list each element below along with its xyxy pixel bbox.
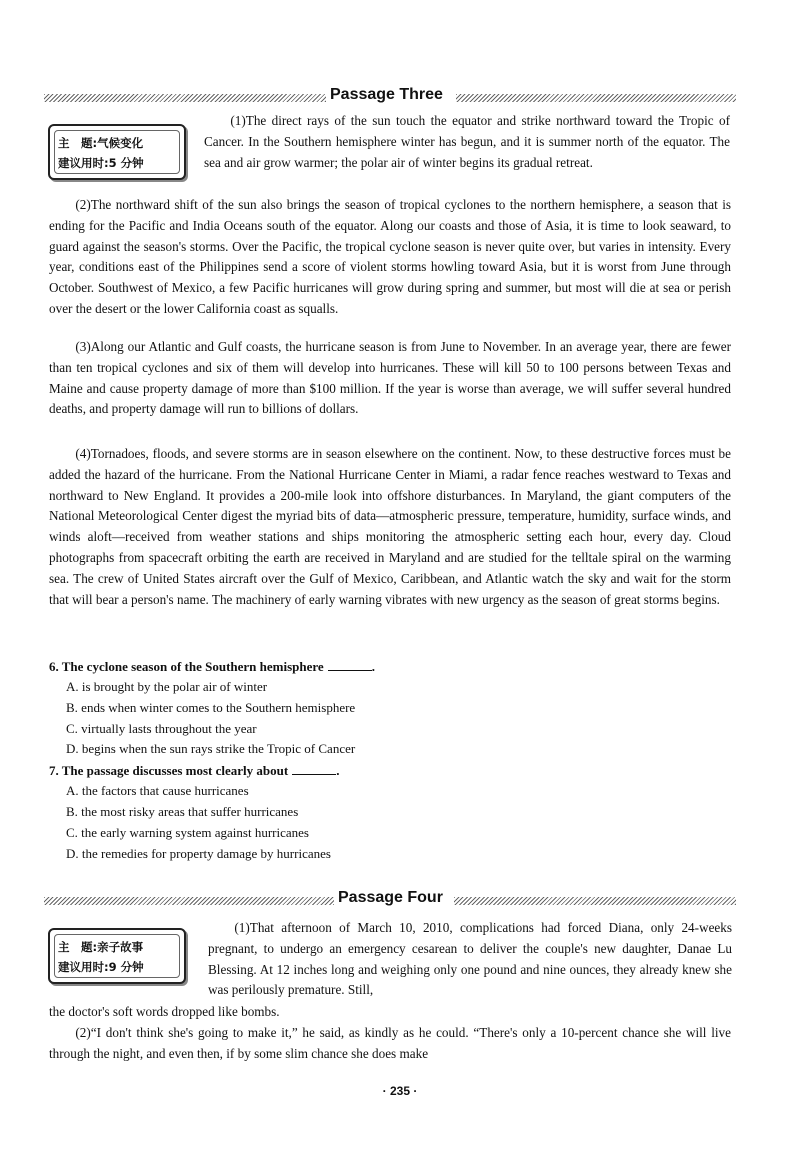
question-7 — [49, 762, 339, 779]
passage-three-header — [44, 86, 736, 108]
passage-four-paragraph-1: (1)That afternoon of March 10, 2010, complications had forced Diana, only 24-weeks pregnant, to undergo an emergency cesarean to deliver the couple's new daughter, Danae Lu Blessing. At 12 inches long and weighing only one pound and nine ounces, they already knew she was perilously premature. Still, — [208, 920, 732, 998]
passage-four-paragraph-2: (2)“I don't think she's going to make it,” he said, as kindly as he could. “There's only a 10-percent chance she will live through the night, and even then, if by some slim chance she does make — [49, 1025, 731, 1061]
passage-three-info-box — [48, 124, 186, 180]
passage-three-paragraph-3: (3)Along our Atlantic and Gulf coasts, the hurricane season is from June to November. In an average year, there are fewer than ten tropical cyclones and six of them will develop into hurricanes. These will kill 50 to 100 persons between Texas and Maine and cause property damage of more than $100 million. If the year is worse than average, we will suffer several hundred deaths, and property damage will run to billions of dollars. — [49, 339, 731, 417]
hatch-divider-left — [44, 897, 334, 905]
hatch-divider-right — [456, 94, 736, 102]
passage-three-paragraph-1: (1)The direct rays of the sun touch the equator and strike northward toward the Tropic of Cancer. In the Southern hemisphere winter has begun, and it is summer north of the equator. The sea and air grow warmer; the polar air of winter begins its gradual retreat. — [204, 113, 730, 170]
question-6 — [49, 658, 375, 675]
answer-blank — [328, 658, 372, 671]
time-label: 建议用时:9 分钟 — [58, 960, 144, 974]
passage-four-header — [44, 889, 736, 911]
question-6-option-b: B. ends when winter comes to the Southern hemisphere — [66, 700, 356, 715]
question-7-option-a: A. the factors that cause hurricanes — [66, 783, 249, 798]
page-number: · 235 · — [382, 1084, 418, 1098]
passage-four-title: Passage Four — [338, 889, 443, 906]
answer-blank — [292, 762, 336, 775]
hatch-divider-right — [454, 897, 736, 905]
question-6-option-d: D. begins when the sun rays strike the Tropic of Cancer — [66, 741, 356, 756]
question-6-option-a: A. is brought by the polar air of winter — [66, 679, 268, 694]
question-7-option-c: C. the early warning system against hurricanes — [66, 825, 309, 840]
passage-three-paragraph-4: (4)Tornadoes, floods, and severe storms are in season elsewhere on the continent. Now, to these destructive forces must be added the hazard of the hurricane. From the National Hurricane Center in Miami, a radar fence reaches westward to Texas and northward to New England. It provides a 200-mile look into offshore disturbances. In Maryland, the giant computers of the National Meteorological Center digest the myriad bits of data—atmospheric pressure, temperature, humidity, surface winds, and winds aloft—received from weather stations and ships monitoring the atmospheric setting each hour, every day. Cloud photographs from spacecraft orbiting the earth are received in Maryland and are studied for the telltale spiral on the warming sea. The crew of United States aircraft over the Gulf of Mexico, Caribbean, and Atlantic watch the sky and wait for the storm that will bear a person's name. The machinery of early warning vibrates with new urgency as the season of great storms begins. — [49, 446, 731, 607]
passage-four-paragraph-1-continued: the doctor's soft words dropped like bombs. — [49, 1004, 280, 1019]
question-7-option-b: B. the most risky areas that suffer hurricanes — [66, 804, 299, 819]
topic-label: 主 题:气候变化 — [58, 136, 144, 150]
passage-four-info-box — [48, 928, 186, 984]
time-label: 建议用时:5 分钟 — [58, 156, 144, 170]
topic-label: 主 题:亲子故事 — [58, 940, 144, 954]
question-6-option-c: C. virtually lasts throughout the year — [66, 721, 257, 736]
question-7-stem: 7. The passage discusses most clearly about — [49, 763, 289, 778]
question-6-stem: 6. The cyclone season of the Southern hemisphere — [49, 659, 324, 674]
passage-three-title: Passage Three — [330, 86, 443, 103]
passage-three-paragraph-2: (2)The northward shift of the sun also brings the season of tropical cyclones to the northern hemisphere, a season that is ending for the Pacific and India Oceans south of the equator. Along our coasts and those of Asia, it is time to look seaward, to guard against the season's storms. Over the Pacific, the tropical cyclone season is never quite over, but varies in intensity. Every year, conditions east of the Philippines send a score of violent storms howling toward Asia, but it is worst from June through October. Southwest of Mexico, a few Pacific hurricanes will grow during spring and summer, but most will die at sea or perish over the desert or the lower California coast as squalls. — [49, 197, 731, 316]
question-7-option-d: D. the remedies for property damage by hurricanes — [66, 846, 331, 861]
hatch-divider-left — [44, 94, 326, 102]
question-7-period: . — [336, 763, 340, 778]
question-6-period: . — [371, 659, 375, 674]
